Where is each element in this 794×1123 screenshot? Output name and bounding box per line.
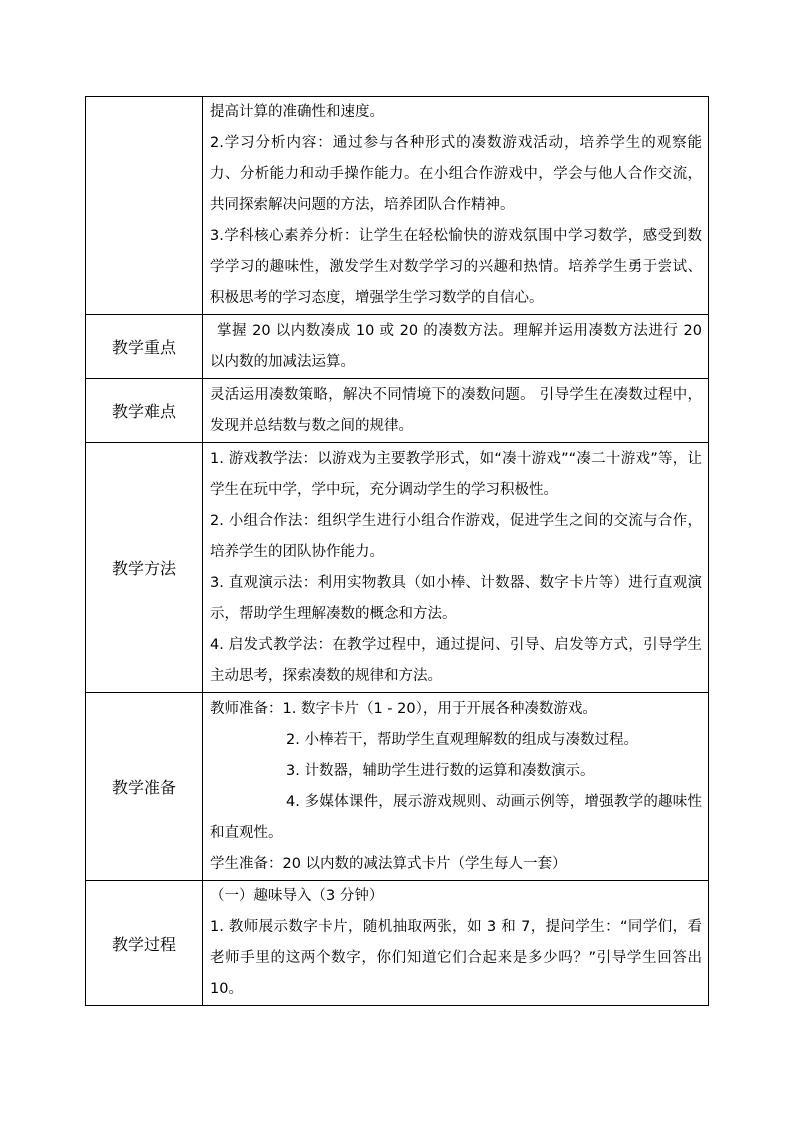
row-methods bbox=[86, 443, 709, 693]
difficulties-content bbox=[203, 379, 709, 443]
objective-line: 3.学科核心素养分析：让学生在轻松愉快的游戏氛围中学习数学，感受到数学学习的趣味性，激发学生对数学学习的兴趣和热情。培养学生勇于尝试、积极思考的学习态度，增强学生学习数学的自信心。 bbox=[210, 228, 702, 306]
process-content bbox=[203, 881, 709, 1006]
key-points-content bbox=[203, 315, 709, 379]
method-item: 3. 直观演示法：利用实物教具（如小棒、计数器、数字卡片等）进行直观演示，帮助学生理解凑数的概念和方法。 bbox=[210, 574, 702, 622]
empty-label-cell bbox=[86, 97, 203, 315]
teacher-prep-item: 4. 多媒体课件，展示游戏规则、动画示例等，增强教学的趣味性和直观性。 bbox=[210, 793, 702, 841]
label-preparation: 教学准备 bbox=[86, 693, 203, 881]
objectives-content bbox=[203, 97, 709, 315]
teacher-prep-item: 3. 计数器，辅助学生进行数的运算和凑数演示。 bbox=[286, 762, 595, 779]
label-process: 教学过程 bbox=[86, 881, 203, 1006]
teacher-prep-item: 2. 小棒若干，帮助学生直观理解数的组成与凑数过程。 bbox=[286, 731, 638, 748]
difficulties-text: 灵活运用凑数策略，解决不同情境下的凑数问题。 引导学生在凑数过程中，发现并总结数与数之间的规律。 bbox=[210, 386, 702, 434]
teacher-prep-prefix: 教师准备： bbox=[210, 700, 283, 717]
label-key-points: 教学重点 bbox=[86, 315, 203, 379]
key-points-text: 掌握 20 以内数凑成 10 或 20 的凑数方法。理解并运用凑数方法进行 20 以内数的加减法运算。 bbox=[210, 322, 702, 370]
student-prep: 学生准备：20 以内数的减法算式卡片（学生每人一套） bbox=[210, 855, 567, 872]
method-item: 1. 游戏教学法：以游戏为主要教学形式，如“凑十游戏”“凑二十游戏”等，让学生在玩中学，学中玩，充分调动学生的学习积极性。 bbox=[210, 450, 702, 498]
process-step: 1. 教师展示数字卡片，随机抽取两张，如 3 和 7，提问学生：“同学们，看老师手里的这两个数字，你们知道它们合起来是多少吗？”引导学生回答出 10。 bbox=[210, 919, 702, 997]
label-methods: 教学方法 bbox=[86, 443, 203, 693]
preparation-content bbox=[203, 693, 709, 881]
objective-line: 2.学习分析内容：通过参与各种形式的凑数游戏活动，培养学生的观察能力、分析能力和动手操作能力。在小组合作游戏中，学会与他人合作交流，共同探索解决问题的方法，培养团队合作精神。 bbox=[210, 135, 702, 213]
row-key-points bbox=[86, 315, 709, 379]
teacher-prep-item: 1. 数字卡片（1 - 20），用于开展各种凑数游戏。 bbox=[282, 700, 597, 717]
objective-line: 提高计算的准确性和速度。 bbox=[210, 104, 384, 120]
teacher-prep-line bbox=[210, 694, 702, 725]
method-item: 4. 启发式教学法：在教学过程中，通过提问、引导、启发等方式，引导学生主动思考，探索凑数的规律和方法。 bbox=[210, 636, 702, 684]
row-process bbox=[86, 881, 709, 1006]
label-difficulties: 教学难点 bbox=[86, 379, 203, 443]
methods-content bbox=[203, 443, 709, 693]
row-difficulties bbox=[86, 379, 709, 443]
row-continued-objectives bbox=[86, 97, 709, 315]
method-item: 2. 小组合作法：组织学生进行小组合作游戏，促进学生之间的交流与合作，培养学生的团队协作能力。 bbox=[210, 512, 702, 560]
row-preparation bbox=[86, 693, 709, 881]
process-heading: （一）趣味导入（3 分钟） bbox=[210, 888, 384, 904]
lesson-plan-table bbox=[85, 96, 709, 1006]
